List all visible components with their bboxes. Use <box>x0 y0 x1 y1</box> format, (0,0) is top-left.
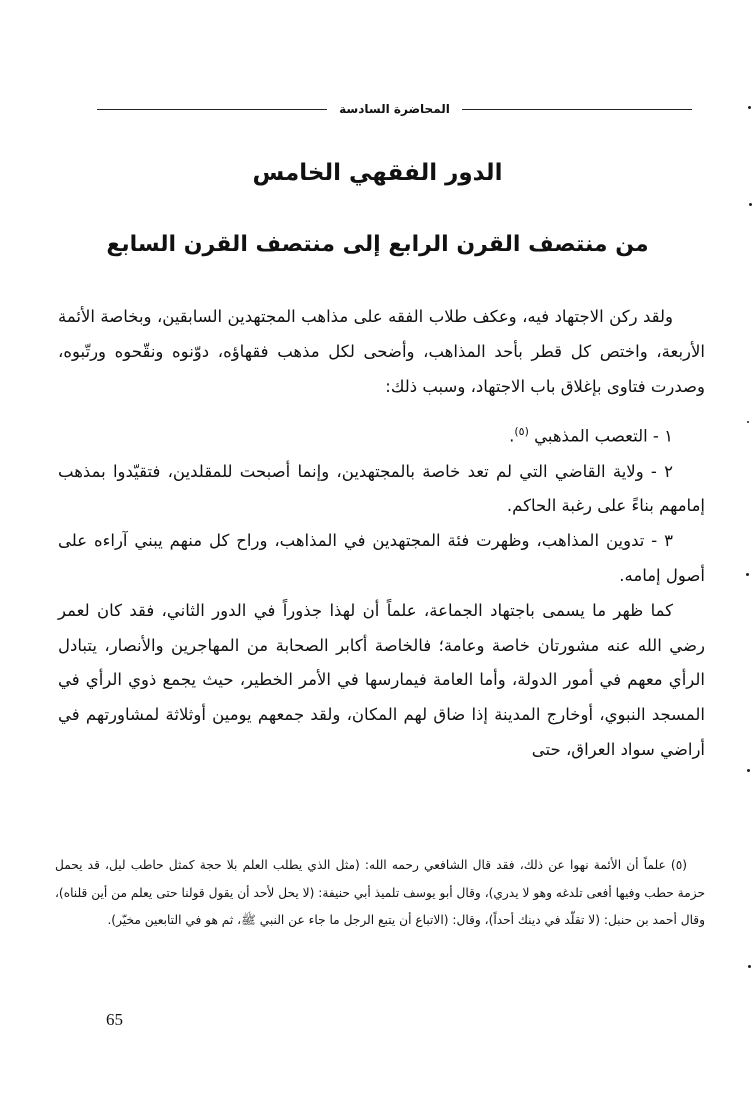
scan-speck <box>746 573 749 576</box>
chapter-subtitle: من منتصف القرن الرابع إلى منتصف القرن السابع <box>106 232 649 257</box>
list-item <box>58 415 705 454</box>
scan-speck <box>749 203 752 206</box>
header-rule-right <box>462 109 692 110</box>
scan-speck <box>748 106 751 109</box>
scan-speck <box>747 769 750 772</box>
footnote-reference[interactable]: (٥) <box>514 425 529 439</box>
running-header <box>97 98 692 120</box>
closing-paragraph: كما ظهر ما يسمى باجتهاد الجماعة، علماً أن لهذا جذوراً في الدور الثاني، فقد كان لعمر رضي الله عنه مشورتان خاصة وعامة؛ فالخاصة أكابر الصحابة من المهاجرين والأنصار، يتبادل الرأي معهم في أمور الدولة، وأما العامة فيمارسها في الأمر الخطير، حيث يجمع ذوي الرأي في المسجد النبوي، أوخارج المدينة إذا ضاق لهم المكان، ولقد جمعهم يومين أوثلاثة لمشاورتهم في أراضي سواد العراق، حتى <box>58 600 705 760</box>
footnote <box>55 852 705 935</box>
body-text <box>58 300 705 768</box>
intro-paragraph: ولقد ركن الاجتهاد فيه، وعكف طلاب الفقه على مذاهب المجتهدين السابقين، وبخاصة الأئمة الأربعة، واختص كل قطر بأحد المذاهب، وأضحى لكل مذهب فقهاؤه، دوّنوه ونقّحوه ورتّبوه، وصدرت فتاوى بإغلاق باب الاجتهاد، وسبب ذلك: <box>58 307 705 396</box>
header-rule-left <box>97 109 327 110</box>
scan-speck <box>748 965 751 968</box>
list-item-text: ١ - التعصب المذهبي <box>534 426 673 446</box>
running-title: المحاضرة السادسة <box>339 102 450 116</box>
scan-speck <box>747 421 749 423</box>
footnote-text: (٥) علماً أن الأئمة نهوا عن ذلك، فقد قال الشافعي رحمه الله: (مثل الذي يطلب العلم بلا حجة كمثل حاطب ليل، قد يحمل حزمة حطب وفيها أفعى تلدغه وهو لا يدري)، وقال أبو يوسف تلميذ أبي حنيفة: (لا يحل لأحد أن يقول قولنا حتى يعلم من أين قلناه)، وقال أحمد بن حنبل: (لا تقلّد في دينك أحداً)، وقال: (الاتباع أن يتبع الرجل ما جاء عن النبي ﷺ، ثم هو في التابعين مخيّر). <box>55 858 705 927</box>
list-item-end: . <box>509 426 515 446</box>
list-item: ٣ - تدوين المذاهب، وظهرت فئة المجتهدين في المذاهب، وراح كل منهم يبني آراءه على أصول إمامه. <box>58 531 705 586</box>
list-item: ٢ - ولاية القاضي التي لم تعد خاصة بالمجتهدين، وإنما أصبحت للمقلدين، فتقيّدوا بمذهب إمامهم بناءً على رغبة الحاكم. <box>58 461 705 516</box>
chapter-title: الدور الفقهي الخامس <box>252 160 503 186</box>
page-number: 65 <box>106 1010 123 1029</box>
